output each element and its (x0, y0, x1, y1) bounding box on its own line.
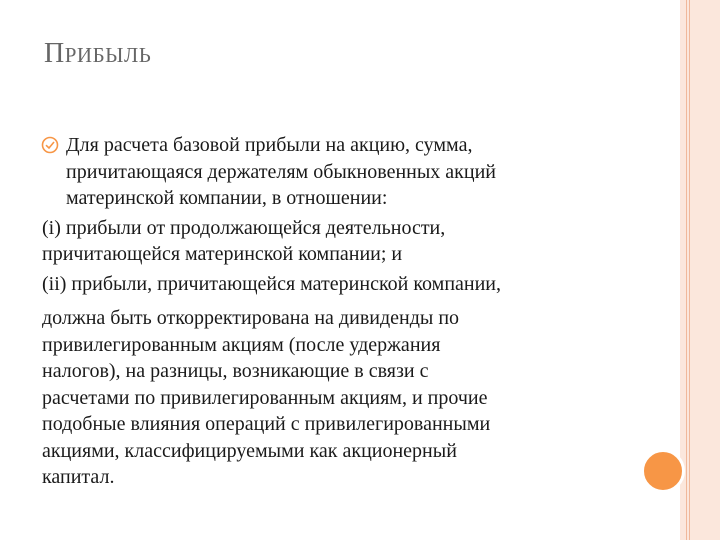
slide-content (42, 132, 642, 491)
body-line: должна быть откорректирована на дивиденды по (42, 307, 460, 329)
body-line: подобные влияния операций с привилегированными (42, 413, 491, 435)
slide-title (44, 38, 151, 70)
bullet-item (42, 132, 642, 212)
body-line: привилегированным акциям (после удержания (42, 333, 441, 356)
item-i (42, 215, 642, 268)
decorative-circle (641, 449, 685, 493)
body-line: акциями, классифицируемыми как акционерный (42, 439, 457, 462)
item-i-line: причитающейся материнской компании; и (42, 243, 403, 265)
slide-title-initial: П (44, 38, 65, 69)
slide-title-rest: РИБЫЛЬ (64, 43, 152, 67)
body-line: расчетами по привилегированным акциям, и прочие (42, 386, 488, 409)
item-ii: (ii) прибыли, причитающейся материнской компании, (42, 272, 502, 295)
body-line: налогов), на разницы, возникающие в связи с (42, 360, 429, 382)
bullet-line: причитающаяся держателям обыкновенных акций (66, 160, 496, 183)
item-i-line: (i) прибыли от продолжающейся деятельности, (42, 216, 446, 239)
bullet-line: Для расчета базовой прибыли на акцию, сумма, (66, 134, 473, 156)
body-line: капитал. (42, 466, 115, 488)
body-paragraph (42, 305, 642, 491)
circle-check-icon (41, 136, 59, 154)
right-decorative-line (689, 0, 690, 540)
right-decorative-line (686, 0, 687, 540)
bullet-line: материнской компании, в отношении: (66, 187, 388, 209)
